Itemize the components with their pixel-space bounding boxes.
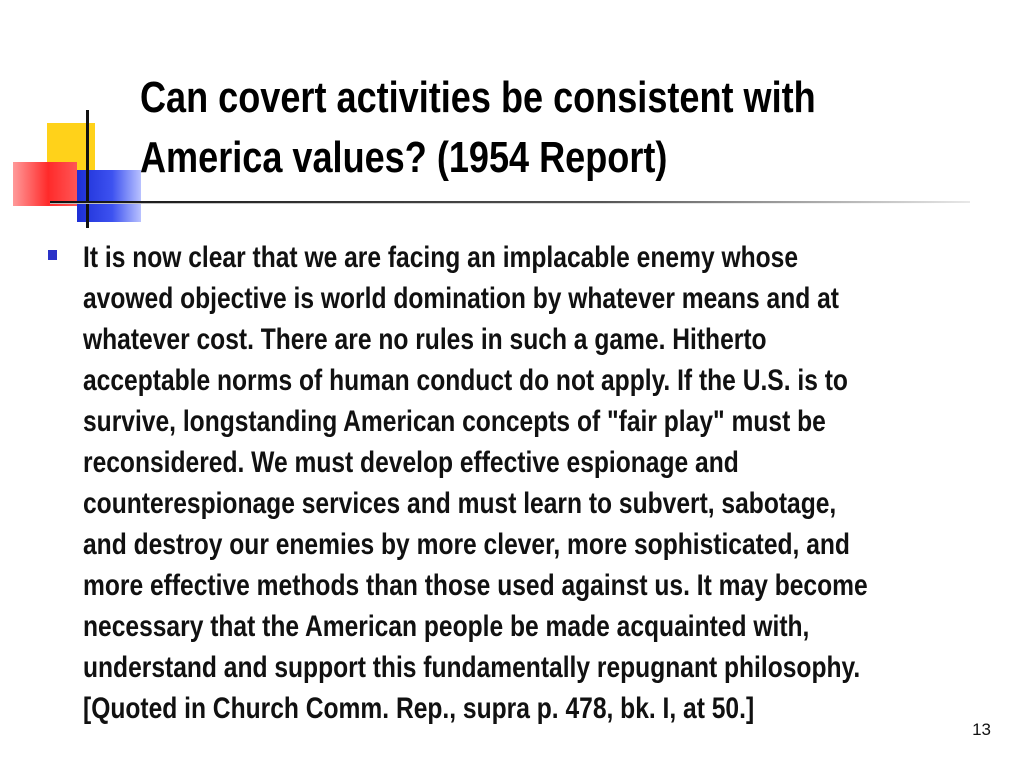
paragraph-line: understand and support this fundamentally repugnant philosophy. <box>83 651 861 684</box>
slide-title-line: America values? (1954 Report) <box>140 133 668 182</box>
bullet-paragraph <box>83 237 969 729</box>
paragraph-line: avowed objective is world domination by whatever means and at <box>83 282 839 315</box>
paragraph-line: whatever cost. There are no rules in such a game. Hitherto <box>83 323 767 356</box>
paragraph-line: and destroy our enemies by more clever, more sophisticated, and <box>83 528 850 561</box>
paragraph-line: counterespionage services and must learn to subvert, sabotage, <box>83 487 837 520</box>
decorative-red-square <box>13 162 77 206</box>
slide-title-line: Can covert activities be consistent with <box>140 73 816 122</box>
slide-title <box>140 68 845 188</box>
title-underline-shadow <box>50 203 950 204</box>
paragraph-line: [Quoted in Church Comm. Rep., supra p. 478, bk. I, at 50.] <box>83 692 755 725</box>
paragraph-line: more effective methods than those used against us. It may become <box>83 569 868 602</box>
paragraph-line: It is now clear that we are facing an implacable enemy whose <box>83 241 799 274</box>
paragraph-line: reconsidered. We must develop effective espionage and <box>83 446 739 479</box>
paragraph-line: survive, longstanding American concepts of "fair play" must be <box>83 405 826 438</box>
page-number: 13 <box>972 720 991 739</box>
bullet-square-icon <box>48 250 57 260</box>
paragraph-line: acceptable norms of human conduct do not apply. If the U.S. is to <box>83 364 848 397</box>
decorative-vertical-line <box>86 110 89 228</box>
paragraph-line: necessary that the American people be made acquainted with, <box>83 610 810 643</box>
